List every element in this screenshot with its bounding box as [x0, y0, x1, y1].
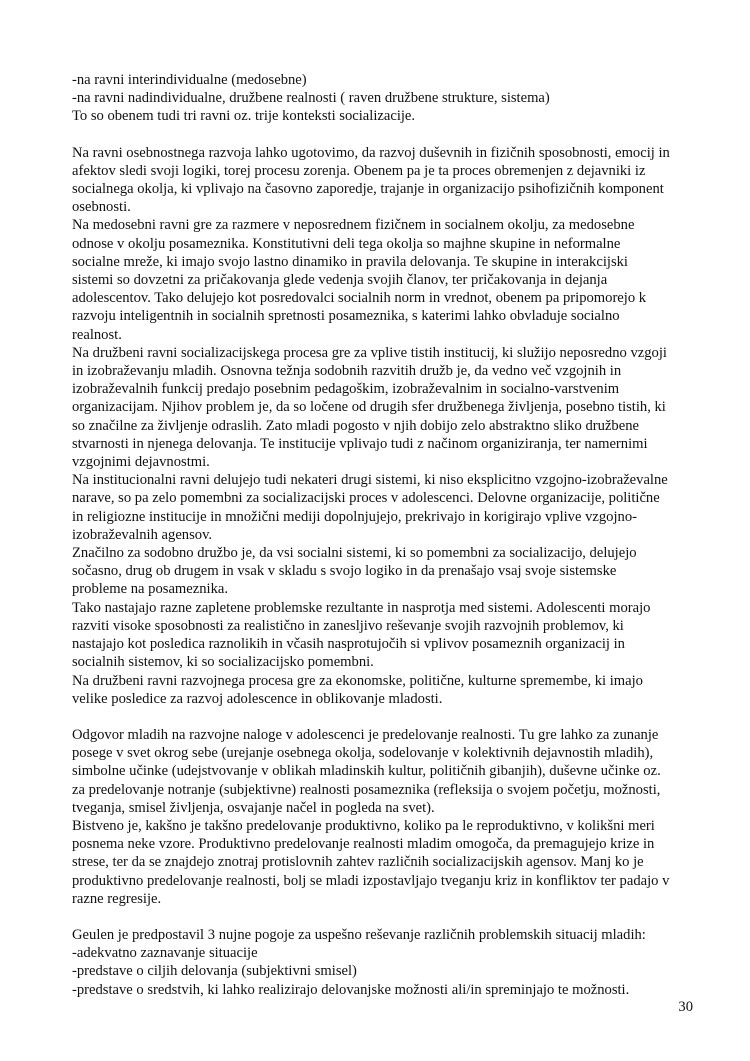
- text-line: Tako nastajajo razne zapletene problemske rezultante in nasprotja med sistemi. Adolescenti morajo: [72, 599, 651, 616]
- text-line: razne regresije.: [72, 890, 162, 907]
- text-line: vzgojnimi dejavnostmi.: [72, 454, 210, 471]
- text-line: adolescentov. Tako delujejo kot posredovalci socialnih norm in vrednot, obenem pa pripomorejo k: [72, 290, 647, 307]
- paragraph-realnost: [72, 726, 694, 908]
- text-line: Na medosebni ravni gre za razmere v neposrednem fizičnem in socialnem okolju, za medosebne: [72, 217, 635, 234]
- text-line: so značilne za življenje odraslih. Zato mladi pogosto v njih dobijo zelo abstraktno sliko družbene: [72, 417, 639, 434]
- text-line: probleme na posameznika.: [72, 581, 229, 598]
- paragraph-levels: [72, 144, 694, 708]
- text-line: Na družbeni ravni razvojnega procesa gre za ekonomske, politične, kulturne spremembe, ki imajo: [72, 672, 643, 689]
- text-line: -predstave o ciljih delovanja (subjektivni smisel): [72, 963, 357, 980]
- text-line: Na družbeni ravni socializacijskega procesa gre za vplive tistih institucij, ki služijo neposredno vzgoji: [72, 344, 667, 361]
- text-line: tveganja, smisel življenja, osvajanje načel in pogleda na svet).: [72, 799, 435, 816]
- text-line: posnema neke vzore. Produktivno predelovanje realnosti mladim omogoča, da premagujejo krize in: [72, 836, 655, 853]
- text-line: Na ravni osebnostnega razvoja lahko ugotovimo, da razvoj duševnih in fizičnih sposobnosti, emocij in: [72, 144, 670, 161]
- text-line: afektov sledi svoji logiki, torej procesu zorenja. Obenem pa je ta proces obremenjen z dejavniki iz: [72, 162, 646, 179]
- text-line: Značilno za sodobno družbo je, da vsi socialni sistemi, ki so pomembni za socializacijo, delujejo: [72, 545, 637, 562]
- text-line: socialne mreže, ki imajo svojo lastno dinamiko in pravila delovanja. Te skupine in interakcijski: [72, 253, 628, 270]
- text-line: sočasno, drug ob drugem in vsak v skladu s svojo logiko in da prenašajo vsaj svoje sistemske: [72, 563, 617, 580]
- text-line: Geulen je predpostavil 3 nujne pogoje za uspešno reševanje različnih problemskih situacij mladih:: [72, 926, 646, 943]
- text-line: Bistveno je, kakšno je takšno predelovanje produktivno, koliko pa le reproduktivno, v kolikšni meri: [72, 817, 655, 834]
- text-line: -predstave o sredstvih, ki lahko realizirajo delovanjske možnosti ali/in spreminjajo te možnosti.: [72, 981, 630, 998]
- text-line: Na institucionalni ravni delujejo tudi nekateri drugi sistemi, ki niso eksplicitno vzgojno-izobraževalne: [72, 472, 668, 489]
- paragraph-gap: [72, 708, 694, 726]
- text-line: simbolne učinke (udejstvovanje v oblikah mladinskih kultur, političnih gibanjih), duševne učinke oz.: [72, 763, 661, 780]
- text-line: -na ravni interindividualne (medosebne): [72, 72, 307, 88]
- text-line: odnose v okolju posameznika. Konstitutivni deli tega okolja so majhne skupine in neformalne: [72, 235, 621, 252]
- paragraph-gap: [72, 126, 694, 144]
- text-line: strese, ter da se znajdejo znotraj protislovnih zahtev različnih socializacijskih agensov. Manj ko je: [72, 854, 644, 871]
- text-line: izobraževalnih agensov.: [72, 526, 213, 543]
- text-line: socialnega okolja, ki vplivajo na časovno zaporedje, trajanje in organizacijo psihofizičnih komponent: [72, 181, 664, 198]
- text-line: velike posledice za razvoj adolescence in oblikovanje mladosti.: [72, 690, 443, 707]
- text-line: realnost.: [72, 326, 122, 343]
- text-line: sistemi so dovzetni za pričakovanja glede vedenja svojih članov, ter pričakovanja in dejanja: [72, 272, 608, 289]
- text-line: izobraževalnih funkcij predajo posebnim pedagoškim, izobraževalnim in socialno-varstvenim: [72, 381, 620, 398]
- text-line: za predelovanje notranje (subjektivne) realnosti posameznika (refleksija o svojem početju, možnosti,: [72, 781, 661, 798]
- text-line: socialnih sistemov, ki so socializacijsko pomembni.: [72, 654, 374, 671]
- text-line: in izobraževanju mladih. Osnovna težnja sodobnih razvitih družb je, da vedno več vzgojnih in: [72, 363, 622, 380]
- text-line: -na ravni nadindividualne, družbene realnosti ( raven družbene strukture, sistema): [72, 90, 550, 107]
- text-line: osebnosti.: [72, 199, 131, 216]
- page-body: [72, 71, 694, 999]
- text-line: razvoju inteligentnih in socialnih spretnosti posameznika, s katerimi lahko obvladuje socialno: [72, 308, 620, 325]
- text-line: Odgovor mladih na razvojne naloge v adolescenci je predelovanje realnosti. Tu gre lahko za zunanje: [72, 726, 659, 743]
- text-line: -adekvatno zaznavanje situacije: [72, 945, 258, 962]
- text-line: stvarnosti in njenega delovanja. Te institucije vplivajo tudi z načinom organiziranja, ter namernimi: [72, 435, 648, 452]
- text-line: in religiozne institucije in množični mediji dopolnjujejo, prekrivajo in korigirajo vplive vzgojno-: [72, 508, 637, 525]
- paragraph-ravni: [72, 71, 694, 126]
- text-line: narave, so pa zelo pomembni za socializacijski proces v adolescenci. Delovne organizacije, politične: [72, 490, 660, 507]
- text-line: organizacijam. Njihov problem je, da so ločene od drugih sfer družbenega življenja, posebno tistih, ki: [72, 399, 666, 416]
- paragraph-gap: [72, 908, 694, 926]
- page-number: 30: [678, 999, 693, 1015]
- text-line: posege v svet okrog sebe (urejanje osebnega okolja, sodelovanje v kolektivnih dejavnostih mladih),: [72, 745, 654, 762]
- text-line: nastajajo kot posledica raznolikih in včasih nasprotujočih si vplivov posameznih organizacij in: [72, 636, 625, 653]
- text-line: To so obenem tudi tri ravni oz. trije konteksti socializacije.: [72, 108, 416, 125]
- text-line: razviti visoke sposobnosti za realistično in zanesljivo reševanje svojih razvojnih problemov, ki: [72, 617, 624, 634]
- text-line: produktivno predelovanje realnosti, bolj se mladi izpostavljajo tveganju kriz in konfliktov ter padajo v: [72, 872, 670, 889]
- paragraph-geulen: [72, 926, 694, 999]
